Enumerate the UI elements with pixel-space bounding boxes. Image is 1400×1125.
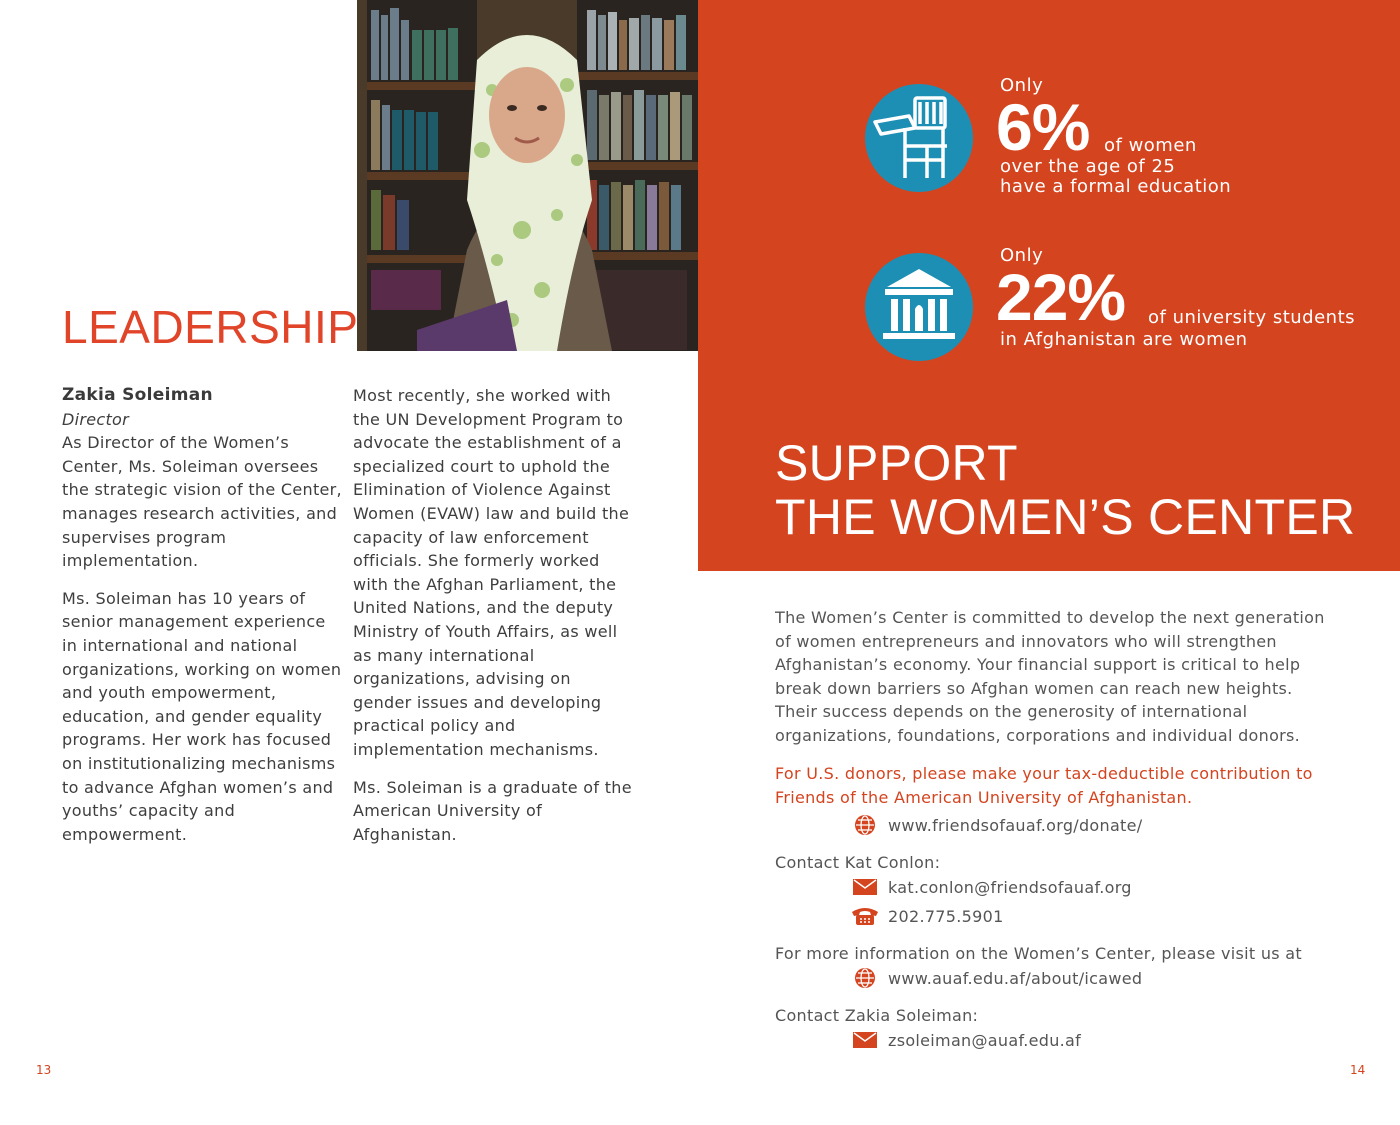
bio-paragraph-4: Ms. Soleiman is a graduate of the American University of Afghanistan. (353, 777, 632, 844)
person-name: Zakia Soleiman (62, 385, 213, 405)
more-info-link-row[interactable] (852, 967, 1142, 989)
bio-paragraph-2: Ms. Soleiman has 10 years of senior management experience in international and national organizations, working on women and youth empowerment, education, and gender equality programs. Her work has focused on institutionalizing mechanisms to advance Afghan women’s and youths’ capacity and empowerment. (62, 588, 342, 844)
donate-link-row[interactable] (852, 814, 1142, 836)
envelope-icon (852, 1029, 878, 1051)
support-title-line1: SUPPORT (775, 435, 1018, 491)
school-desk-icon (865, 84, 973, 192)
more-info-url[interactable]: www.auaf.edu.af/about/icawed (888, 968, 1143, 988)
stat1-only: Only (1000, 75, 1044, 96)
globe-icon (852, 967, 878, 989)
phone-icon (850, 905, 880, 927)
support-body-text: The Women’s Center is committed to develop the next generation of women entrepreneurs and innovators who will strengthen Afghanistan’s economy. Your financial support is critical to help break down barriers so Afghan women can reach new heights. Their success depends on the generosity of international organizations, foundations, corporations and individual donors. (775, 608, 1325, 745)
stat2-text-line2: in Afghanistan are women (1000, 329, 1248, 350)
contact1-email-row[interactable] (852, 876, 1132, 898)
stat2-percent: 22% (996, 260, 1126, 334)
stat1-text-line3: have a formal education (1000, 176, 1232, 197)
stat1-percent: 6% (996, 90, 1090, 164)
stat2-text-inline: of university students (1148, 307, 1356, 328)
bio-paragraph-1: As Director of the Women’s Center, Ms. Soleiman oversees the strategic vision of the Center, manages research activities, and supervises program implementation. (62, 433, 342, 571)
stat2-only: Only (1000, 245, 1044, 266)
section-title-leadership: LEADERSHIP (62, 301, 359, 353)
bio-paragraph-3: Most recently, she worked with the UN Development Program to advocate the establishment of a specialized court to uphold the Elimination of Violence Against Women (EVAW) law and build the capacity of law enforcement officials. She formerly worked with the Afghan Parliament, the United Nations, and the deputy Ministry of Youth Affairs, as well as many international organizations, advising on gender issues and developing practical policy and implementation mechanisms. (353, 386, 630, 759)
contact1-email[interactable]: kat.conlon@friendsofauaf.org (888, 877, 1132, 897)
page-number-right: 14 (1350, 1063, 1366, 1077)
contact2-email[interactable]: zsoleiman@auaf.edu.af (888, 1030, 1082, 1050)
support-title-line2: THE WOMEN’S CENTER (775, 489, 1356, 545)
donate-url[interactable]: www.friendsofauaf.org/donate/ (888, 815, 1143, 835)
person-role: Director (62, 409, 130, 429)
envelope-icon (852, 876, 878, 898)
contact2-label: Contact Zakia Soleiman: (775, 1006, 979, 1025)
stat1-text-inline: of women (1104, 135, 1197, 156)
contact1-label: Contact Kat Conlon: (775, 853, 941, 872)
donor-note: For U.S. donors, please make your tax-deductible contribution to Friends of the American University of Afghanistan. (775, 764, 1313, 807)
contact1-phone-row[interactable] (850, 905, 1004, 927)
text-column-2 (353, 384, 633, 860)
text-column-1 (62, 384, 342, 860)
globe-icon (852, 814, 878, 836)
university-building-icon (865, 253, 973, 361)
page-number-left: 13 (36, 1063, 52, 1077)
contact1-phone[interactable]: 202.775.5901 (888, 906, 1004, 926)
contact2-email-row[interactable] (852, 1029, 1081, 1051)
more-info-label: For more information on the Women’s Center, please visit us at (775, 944, 1302, 963)
support-title (775, 436, 1355, 544)
stat1-text-line2: over the age of 25 (1000, 156, 1176, 177)
director-photo (357, 0, 698, 351)
